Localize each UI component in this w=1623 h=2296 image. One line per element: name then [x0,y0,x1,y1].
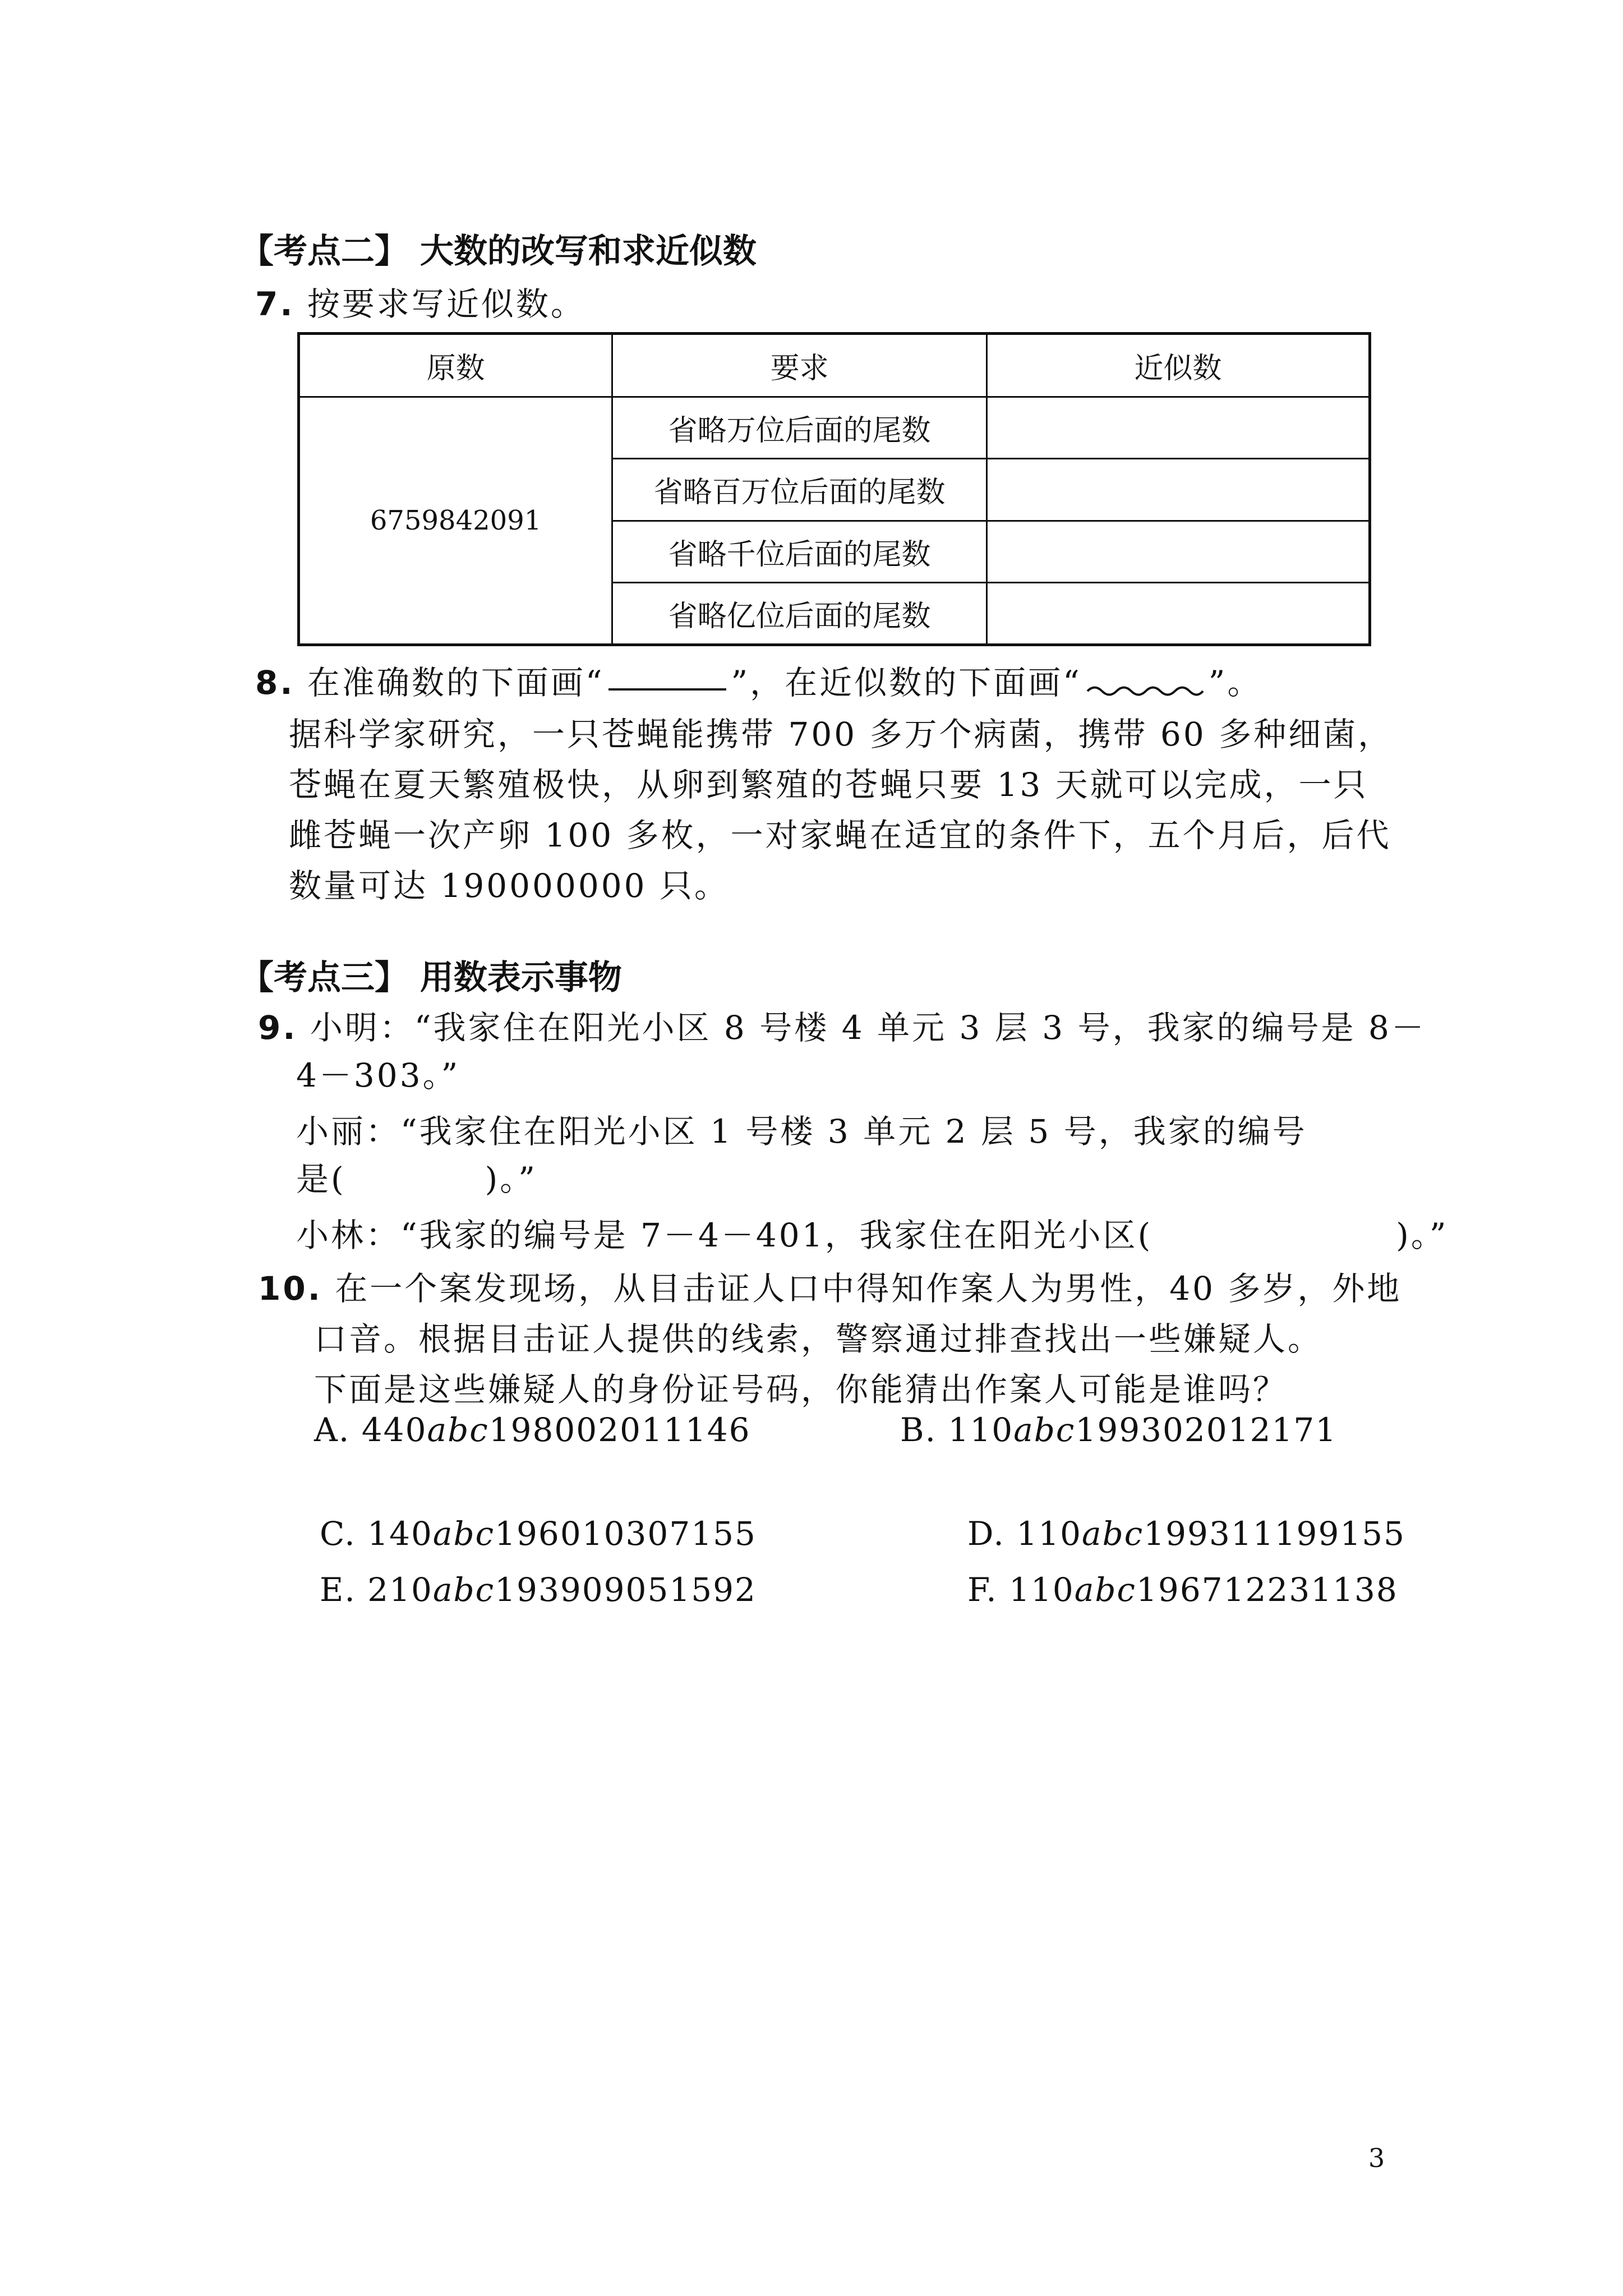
table-header-row [299,334,1370,397]
question-number: 9. [258,1009,298,1047]
option-f: F. 110abc196712231138 [967,1571,1398,1609]
paragraph-line: 苍蝇在夏天繁殖极快，从卵到繁殖的苍蝇只要 13 天就可以完成，一只 [289,766,1368,804]
paragraph-line: 雌苍蝇一次产卵 100 多枚，一对家蝇在适宜的条件下，五个月后，后代 [289,816,1391,854]
question-number: 7. [255,285,295,323]
question-text: 按要求写近似数。 [307,285,585,323]
option-d: D. 110abc199311199155 [967,1515,1406,1553]
answer-cell[interactable] [987,459,1370,521]
option-c: C. 140abc196010307155 [320,1515,757,1553]
table-row [299,397,1370,459]
header-cell: 近似数 [987,334,1370,397]
paragraph-line: 据科学家研究，一只苍蝇能携带 700 多万个病菌，携带 60 多种细菌， [289,715,1393,753]
option-b: B. 110abc199302012171 [900,1411,1338,1449]
question-text: 在准确数的下面画“ [307,664,605,702]
wavy-underline-sample [1086,684,1204,698]
question-text: 在一个案发现场，从目击证人口中得知作案人为男性，40 多岁，外地 [335,1269,1402,1308]
option-a: A. 440abc198002011146 [314,1411,751,1449]
question-text: 下面是这些嫌疑人的身份证号码，你能猜出作案人可能是谁吗？ [314,1370,1288,1409]
requirement-cell: 省略百万位后面的尾数 [612,459,987,521]
answer-cell[interactable] [987,583,1370,645]
header-cell: 要求 [612,334,987,397]
question-9 [258,1001,1426,1048]
requirement-cell: 省略万位后面的尾数 [612,397,987,459]
question-text: 小林：“我家的编号是 7－4－401，我家住在阳光小区( )。” [296,1216,1449,1254]
question-text: 小丽：“我家住在阳光小区 1 号楼 3 单元 2 层 5 号，我家的编号 [296,1112,1307,1151]
question-8 [255,656,1262,703]
requirement-cell: 省略千位后面的尾数 [612,521,987,583]
question-10 [258,1262,1401,1309]
question-text: ”，在近似数的下面画“ [731,664,1082,702]
question-text: 小明：“我家住在阳光小区 8 号楼 4 单元 3 层 3 号，我家的编号是 8－ [310,1009,1426,1047]
question-number: 10. [258,1269,322,1308]
requirement-cell: 省略亿位后面的尾数 [612,583,987,645]
question-text: 4－303。” [296,1056,460,1094]
option-e: E. 210abc193909051592 [320,1571,757,1609]
question-text: ”。 [1208,664,1262,702]
straight-underline-sample [608,688,726,691]
question-7 [255,278,585,325]
section-heading-2: 【考点二】 大数的改写和求近似数 [240,232,757,271]
approximation-table [297,332,1371,646]
question-text: 是( )。” [296,1160,537,1198]
header-cell: 原数 [299,334,612,397]
page-number: 3 [1368,2143,1385,2173]
answer-cell[interactable] [987,521,1370,583]
section-heading-3: 【考点三】 用数表示事物 [240,958,622,997]
question-text: 口音。根据目击证人提供的线索，警察通过排查找出一些嫌疑人。 [314,1320,1323,1358]
question-number: 8. [255,664,295,702]
answer-cell[interactable] [987,397,1370,459]
paragraph-line: 数量可达 190000000 只。 [289,867,729,905]
original-number-cell: 6759842091 [299,397,612,645]
